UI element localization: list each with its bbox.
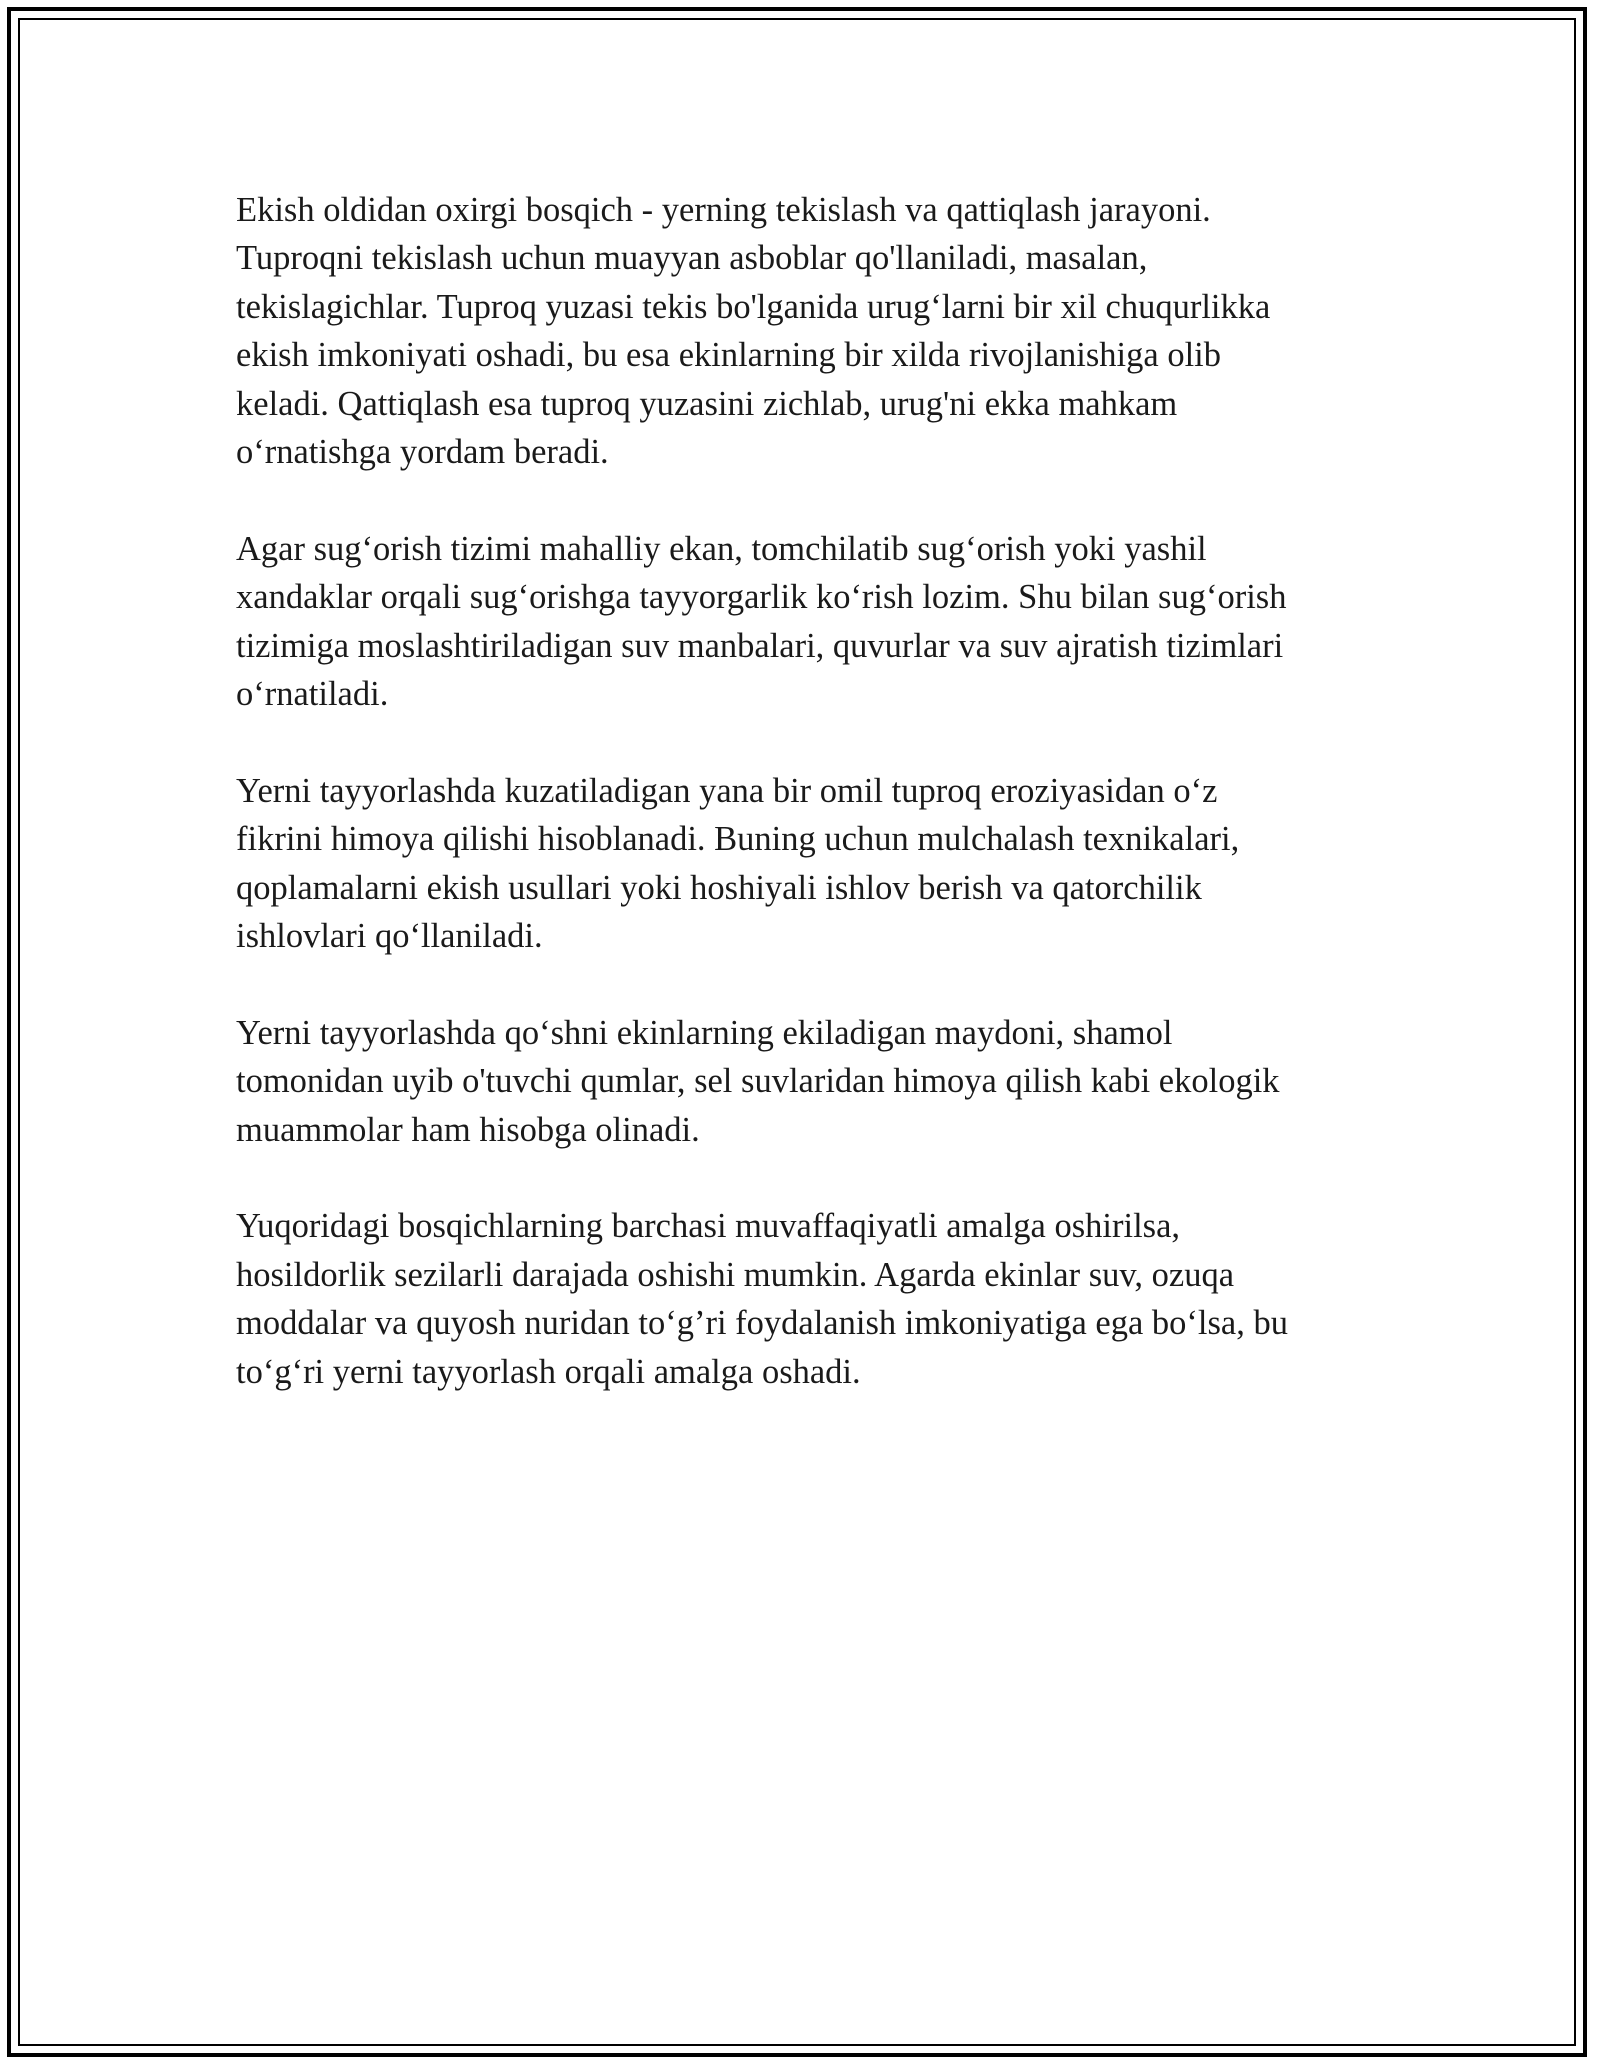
paragraph-conclusion: Yuqoridagi bosqichlarning barchasi muvaffaqiyatli amalga oshirilsa, hosildorlik sezilarli darajada oshishi mumkin. Agarda ekinlar suv, ozuqa moddalar va quyosh nuridan to‘g’ri foydalanish imkoniyatiga ega bo‘lsa, bu to‘g‘ri yerni tayyorlash orqali amalga oshadi. <box>236 1207 1288 1391</box>
document-body <box>236 186 1376 1444</box>
paragraph-erosion-protection: Yerni tayyorlashda kuzatiladigan yana bir omil tuproq eroziyasidan o‘z fikrini himoya qilishi hisoblanadi. Buning uchun mulchalash texnikalari, qoplamalarni ekish usullari yoki hoshiyali ishlov berish va qatorchilik ishlovlari qo‘llaniladi. <box>236 771 1240 956</box>
paragraph-irrigation: Agar sug‘orish tizimi mahalliy ekan, tomchilatib sug‘orish yoki yashil xandaklar orqali sug‘orishga tayyorgarlik ko‘rish lozim. Shu bilan sug‘orish tizimiga moslashtiriladigan suv manbalari, quvurlar va suv ajratish tizimlari o‘rnatiladi. <box>236 529 1287 714</box>
paragraph-ecological-issues: Yerni tayyorlashda qo‘shni ekinlarning ekiladigan maydoni, shamol tomonidan uyib o'tuvchi qumlar, sel suvlaridan himoya qilish kabi ekologik muammolar ham hisobga olinadi. <box>236 1013 1280 1149</box>
paragraph-land-leveling: Ekish oldidan oxirgi bosqich - yerning tekislash va qattiqlash jarayoni. Tuproqni tekislash uchun muayyan asboblar qo'llaniladi, masalan, tekislagichlar. Tuproq yuzasi tekis bo'lganida urug‘larni bir xil chuqurlikka ekish imkoniyati oshadi, bu esa ekinlarning bir xilda rivojlanishiga olib keladi. Qattiqlash esa tuproq yuzasini zichlab, urug'ni ekka mahkam o‘rnatishga yordam beradi. <box>236 191 1271 472</box>
